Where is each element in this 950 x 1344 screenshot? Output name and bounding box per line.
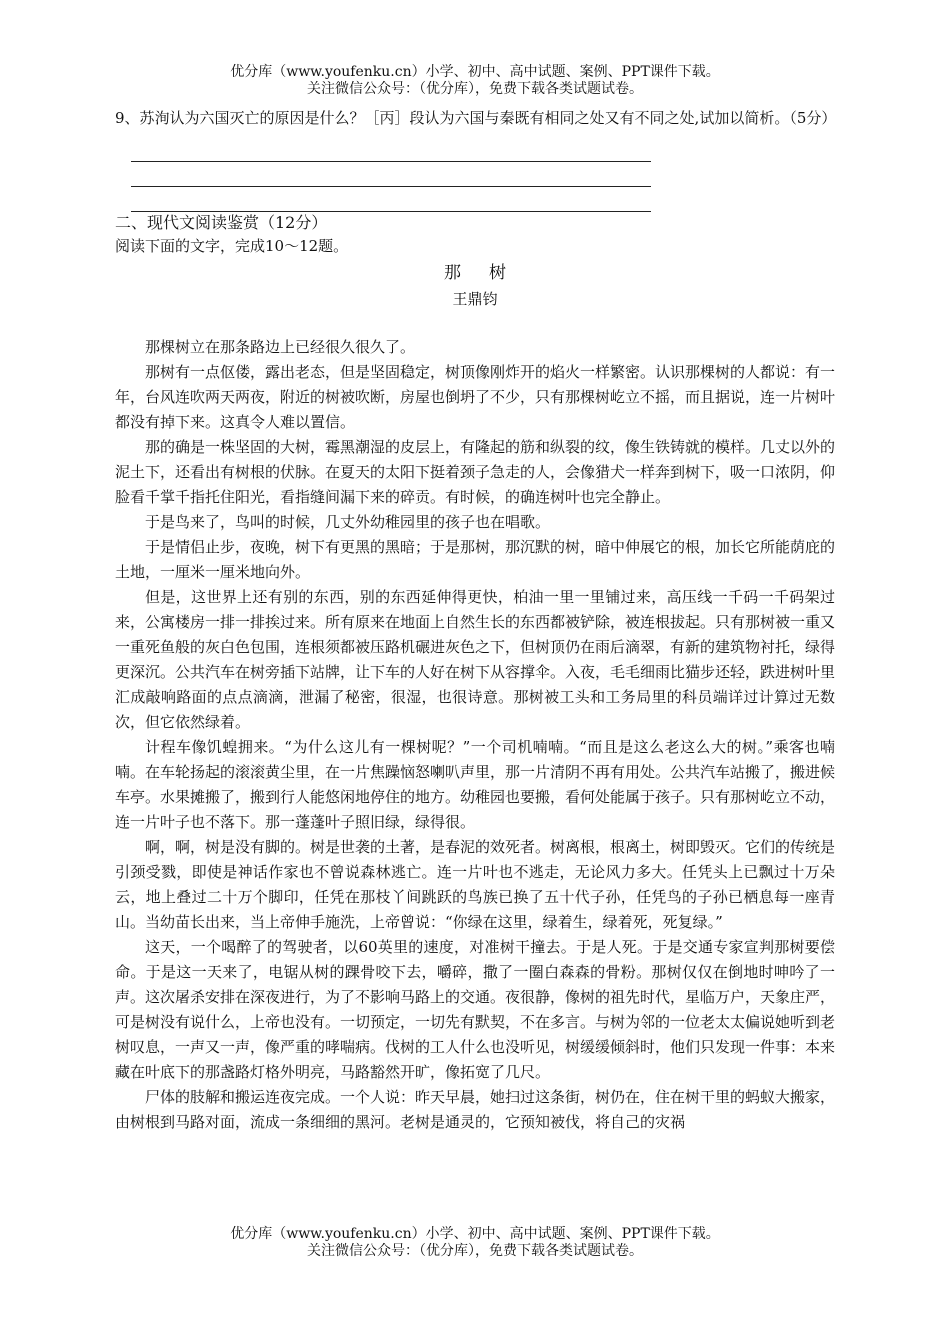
footer-line-2: 关注微信公众号：（优分库），免费下载各类试题试卷。: [307, 1243, 643, 1259]
paragraph: 于是情侣止步，夜晚，树下有更黑的黑暗；于是那树，那沉默的树，暗中伸展它的根，加长它所能荫庇的土地，一厘米一厘米地向外。: [115, 538, 836, 581]
paragraph: 那的确是一株坚固的大树，霉黑潮湿的皮层上，有隆起的筋和纵裂的纹，像生铁铸就的模样。几丈以外的泥土下，还看出有树根的伏脉。在夏天的太阳下挺着颈子急走的人，会像猎犬一样奔到树下，吸一口浓阴，仰脸看千掌千指托住阳光，看指缝间漏下来的碎贡。有时候，的确连树叶也完全静止。: [115, 438, 836, 506]
paragraph: 但是，这世界上还有别的东西，别的东西延伸得更快，柏油一里一里铺过来，高压线一千码一千码架过来，公寓楼房一排一排挨过来。所有原来在地面上自然生长的东西都被铲除，被连根拔起。只有那树被一重又一重死鱼般的灰白色包围，连根须都被压路机碾进灰色之下，但树顶仍在雨后滴翠，有新的建筑物衬托，绿得更深沉。公共汽车在树旁插下站牌，让下车的人好在树下从容撑伞。入夜，毛毛细雨比猫步还轻，跌进树叶里汇成敲响路面的点点滴滴，泄漏了秘密，很湿，也很诗意。那树被工头和工务局里的科员端详过计算过无数次，但它依然绿着。: [115, 588, 836, 731]
article-title: 那树: [444, 263, 534, 283]
paragraph: 那棵树立在那条路边上已经很久很久了。: [145, 338, 416, 356]
answer-line: [131, 162, 651, 187]
article-author: 王鼎钧: [452, 290, 498, 308]
paragraph: 这天，一个喝醉了的驾驶者，以60英里的速度，对准树干撞去。于是人死。于是交通专家宣判那树要偿命。于是这一天来了，电锯从树的踝骨咬下去，嚼碎，撒了一圈白森森的骨粉。那树仅仅在倒地时呻吟了一声。这次屠杀安排在深夜进行，为了不影响马路上的交通。夜很静，像树的祖先时代，星临万户，天象庄严，可是树没有说什么，上帝也没有。一切预定，一切先有默契，不在多言。与树为邻的一位老太太偏说她听到老树叹息，一声又一声，像严重的哮喘病。伐树的工人什么也没听见，树缓缓倾斜时，他们只发现一件事：本来藏在叶底下的那盏路灯格外明亮，马路豁然开旷，像拓宽了几尺。: [115, 938, 836, 1081]
header-line-2: 关注微信公众号：（优分库），免费下载各类试题试卷。: [307, 81, 643, 97]
page-header: [0, 64, 950, 98]
footer-line-1: 优分库（www.youfenku.cn）小学、初中、高中试题、案例、PPT课件下载。: [230, 1226, 720, 1242]
section-title: 二、现代文阅读鉴赏（12分）: [115, 213, 328, 232]
paragraph: 计程车像饥蝗拥来。“为什么这儿有一棵树呢？”一个司机喃喃。“而且是这么老这么大的树。”乘客也喃喃。在车轮扬起的滚滚黄尘里，在一片焦躁恼怒喇叭声里，那一片清阴不再有用处。公共汽车站搬了，搬进候车亭。水果摊搬了，搬到行人能悠闲地停住的地方。幼稚园也要搬，看何处能属于孩子。只有那树屹立不动，连一片叶子也不落下。那一蓬蓬叶子照旧绿，绿得很。: [115, 738, 836, 831]
paragraph: 那树有一点伛偻，露出老态，但是坚固稳定，树顶像刚炸开的焰火一样繁密。认识那棵树的人都说：有一年，台风连吹两天两夜，附近的树被吹断，房屋也倒坍了不少，只有那棵树屹立不摇，而且据说，连一片树叶都没有掉下来。这真令人难以置信。: [115, 363, 836, 431]
paragraph: 于是鸟来了，鸟叫的时候，几丈外幼稚园里的孩子也在唱歌。: [145, 513, 551, 531]
question-9: 9、苏洵认为六国灭亡的原因是什么？［丙］段认为六国与秦既有相同之处又有不同之处,试加以简析。（5分）: [115, 109, 837, 127]
answer-line: [131, 137, 651, 162]
article-body: [115, 335, 835, 1135]
header-line-1: 优分库（www.youfenku.cn）小学、初中、高中试题、案例、PPT课件下载。: [230, 64, 720, 80]
answer-lines: [131, 137, 835, 212]
section-instruction: 阅读下面的文字，完成10～12题。: [115, 237, 349, 255]
answer-line: [131, 187, 651, 212]
page-footer: [0, 1226, 950, 1260]
page-content: [115, 106, 835, 1135]
paragraph: 尸体的肢解和搬运连夜完成。一个人说：昨天早晨，她扫过这条街，树仍在，住在树干里的蚂蚁大搬家，由树根到马路对面，流成一条细细的黑河。老树是通灵的，它预知被伐，将自己的灾祸: [115, 1088, 836, 1131]
paragraph: 啊，啊，树是没有脚的。树是世袭的土著，是春泥的效死者。树离根，根离土，树即毁灭。它们的传统是引颈受戮，即使是神话作家也不曾说森林逃亡。连一片叶也不逃走，无论风力多大。任凭头上已飘过十万朵云，地上叠过二十万个脚印，任凭在那枝丫间跳跃的鸟族已换了五十代子孙，任凭鸟的子孙已栖息每一座青山。当幼苗长出来，当上帝伸手施洗，上帝曾说：“你绿在这里，绿着生，绿着死，死复绿。”: [115, 838, 836, 931]
